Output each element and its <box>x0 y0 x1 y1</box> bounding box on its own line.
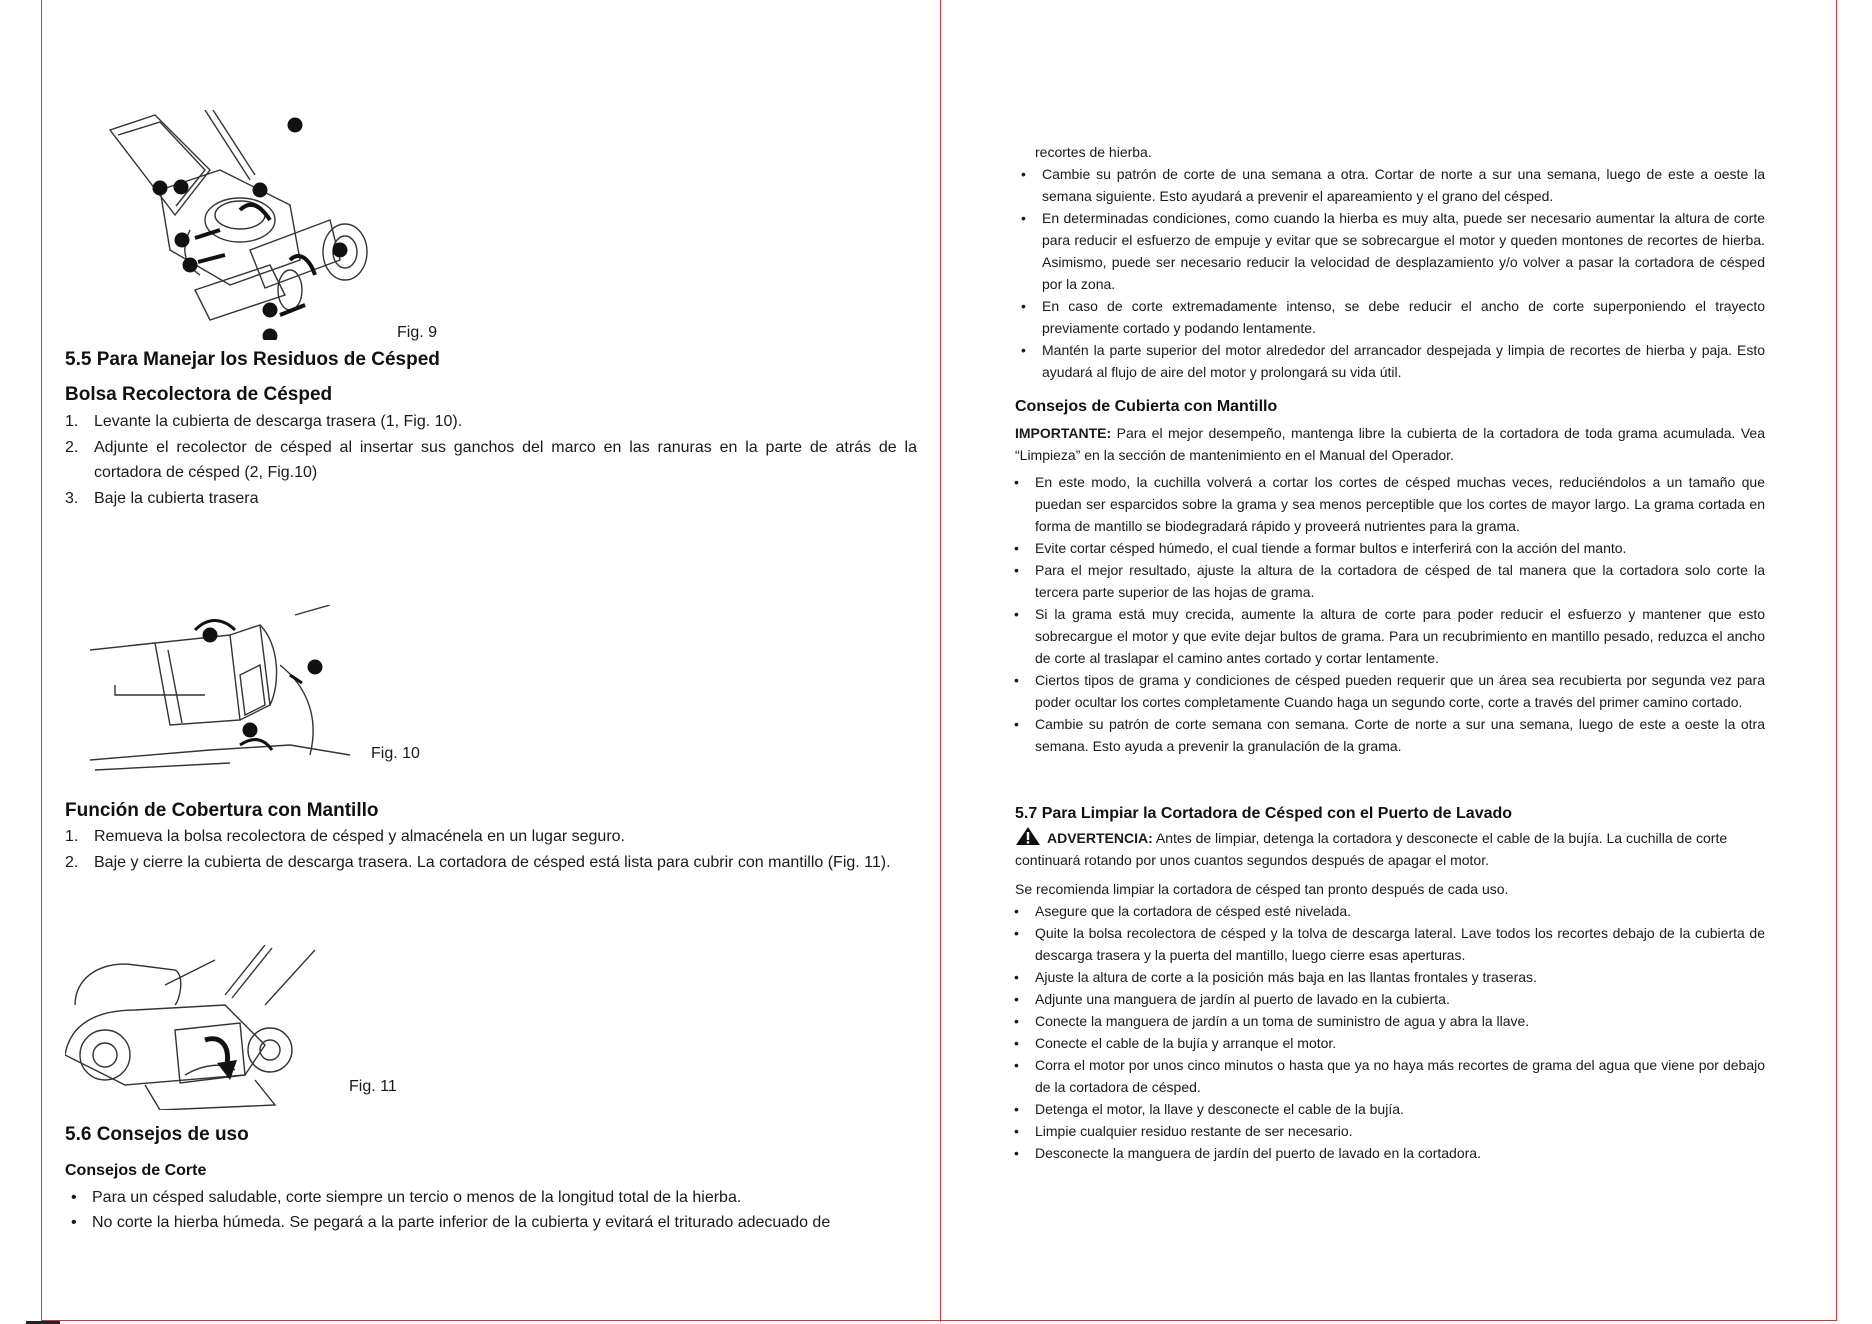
list-item: 1. Remueva la bolsa recolectora de césped y almacénela en un lugar seguro. <box>65 828 625 845</box>
mulch-function-title: Función de Cobertura con Mantillo <box>65 800 379 821</box>
mulch-tips-list <box>1008 471 1765 757</box>
list-item: • No corte la hierba húmeda. Se pegará a la parte inferior de la cubierta y evitará el triturado adecuado de <box>71 1214 831 1231</box>
figure-9-caption: Fig. 9 <box>397 324 438 341</box>
list-item: • Desconecte la manguera de jardín del puerto de lavado en la cortadora. <box>1014 1145 1481 1161</box>
continued-text: recortes de hierba. <box>1035 144 1152 160</box>
list-item: • Adjunte una manguera de jardín al puerto de lavado en la cubierta. <box>1014 991 1450 1007</box>
cleaning-intro: Se recomienda limpiar la cortadora de césped tan pronto después de cada uso. <box>1015 881 1509 897</box>
list-item: • Cambie su patrón de corte de una semana a otra. Cortar de norte a sur una semana, luego de este a oeste la semana siguiente. Esto ayudará a prevenir el apareamiento y el grano del césped. <box>1021 166 1765 204</box>
list-item: • Conecte el cable de la bujía y arranque el motor. <box>1014 1035 1337 1051</box>
cut-tips-subtitle: Consejos de Corte <box>65 1162 207 1179</box>
warning-note: ADVERTENCIA: Antes de limpiar, detenga la cortadora y desconecte el cable de la bujía. La cuchilla de corte continuará rotando por unos cuantos segundos después de apagar el motor. <box>1015 826 1765 871</box>
list-item: • Asegure que la cortadora de césped esté nivelada. <box>1014 903 1351 919</box>
mulch-steps-list <box>65 824 917 875</box>
list-item: • Ajuste la altura de corte a la posición más baja en las llantas frontales y traseras. <box>1014 969 1537 985</box>
list-item: • Detenga el motor, la llave y desconecte el cable de la bujía. <box>1014 1101 1404 1117</box>
list-item: • En este modo, la cuchilla volverá a cortar los cortes de césped muchas veces, reduciéndolos a un tamaño que puedan ser esparcidos sobre la grama y sea menos perceptible que los cortes de mayor largo. La grama cortada en forma de mantillo se biodegradará rápido y proveerá nutrientes para la grama. <box>1014 474 1765 534</box>
figure-10-caption: Fig. 10 <box>371 745 420 762</box>
figure-11-caption: Fig. 11 <box>349 1078 397 1095</box>
bag-subtitle: Bolsa Recolectora de Césped <box>65 384 333 405</box>
mulch-tips-title: Consejos de Cubierta con Mantillo <box>1015 398 1278 415</box>
list-item: • Ciertos tipos de grama y condiciones de césped pueden requerir que un área sea recubierta por segunda vez para poder ocultar los cortes completamente Cuando haga un segundo corte, corte a través del primer camino cortado. <box>1014 672 1765 710</box>
section-5-6-title: 5.6 Consejos de uso <box>65 1124 249 1145</box>
list-item: 3. Baje la cubierta trasera <box>65 490 259 507</box>
cut-tips-list <box>65 1185 917 1235</box>
list-item: • Si la grama está muy crecida, aumente la altura de corte para poder reducir el esfuerzo y mantener que esto sobrecargue el motor y que evite dejar bultos de grama. Para un recubrimiento en mantillo pesado, reduzca el ancho de corte al traslapar el camino antes cortado y cortar lentamente. <box>1014 606 1765 666</box>
list-item: • Evite cortar césped húmedo, el cual tiende a formar bultos e interferirá con la acción del manto. <box>1014 540 1627 556</box>
list-item: • Para el mejor resultado, ajuste la altura de la cortadora de césped de tal manera que la cortadora solo corte la tercera parte superior de las hojas de grama. <box>1014 562 1765 600</box>
list-item: • En caso de corte extremadamente intenso, se debe reducir el ancho de corte superponiendo el trayecto previamente cortado y podando lentamente. <box>1021 298 1765 336</box>
list-item: • Quite la bolsa recolectora de césped y la tolva de descarga lateral. Lave todos los recortes debajo de la cubierta de descarga trasera y la puerta del mantillo, luego cierre esas aperturas. <box>1014 925 1765 963</box>
list-item: • Mantén la parte superior del motor alrededor del arrancador despejada y limpia de recortes de hierba y paja. Esto ayudará al flujo de aire del motor y prolongará su vida útil. <box>1021 342 1765 380</box>
list-item: • Conecte la manguera de jardín a un toma de suministro de agua y abra la llave. <box>1014 1013 1530 1029</box>
list-item: • Cambie su patrón de corte semana con semana. Corte de norte a sur una semana, luego de este a oeste la otra semana. Esto ayuda a prevenir la granulación de la grama. <box>1014 716 1765 754</box>
list-item: • En determinadas condiciones, como cuando la hierba es muy alta, puede ser necesario aumentar la altura de corte para reducir el esfuerzo de empuje y evitar que se sobrecargue el motor y queden montones de recortes de hierba. Asimismo, puede ser necesario reducir la velocidad de desplazamiento y/o volver a pasar la cortadora de césped por la zona. <box>1021 210 1765 292</box>
list-item: • Limpie cualquier residuo restante de ser necesario. <box>1014 1123 1353 1139</box>
warning-icon <box>1015 826 1041 846</box>
bag-steps-list <box>65 409 917 511</box>
list-item: • Corra el motor por unos cinco minutos o hasta que ya no haya más recortes de grama del agua que viene por debajo de la cortadora de césped. <box>1014 1057 1765 1095</box>
list-item: • Para un césped saludable, corte siempre un tercio o menos de la longitud total de la hierba. <box>71 1189 742 1206</box>
important-note: IMPORTANTE: Para el mejor desempeño, mantenga libre la cubierta de la cortadora de toda grama acumulada. Vea “Limpieza” en la sección de mantenimiento en el Manual del Operador. <box>1015 425 1765 463</box>
cleaning-steps-list <box>1008 900 1765 1164</box>
list-item: 2. Baje y cierre la cubierta de descarga trasera. La cortadora de césped está lista para cubrir con mantillo (Fig. 11). <box>65 854 891 871</box>
figure-9-mower-bag-illustration <box>100 110 400 340</box>
page-divider <box>940 0 941 1322</box>
list-item: 2. Adjunte el recolector de césped al insertar sus ganchos del marco en las ranuras en la parte de atrás de la cortadora de césped (2, Fig.10) <box>65 439 917 481</box>
cut-tips-continued-list <box>1015 163 1765 383</box>
figure-10-bag-attach-illustration <box>90 605 350 775</box>
section-5-5-title: 5.5 Para Manejar los Residuos de Césped <box>65 349 440 370</box>
figure-11-mulch-illustration <box>65 945 315 1110</box>
section-5-7-title: 5.7 Para Limpiar la Cortadora de Césped con el Puerto de Lavado <box>1015 805 1513 822</box>
list-item: 1. Levante la cubierta de descarga trasera (1, Fig. 10). <box>65 413 463 430</box>
